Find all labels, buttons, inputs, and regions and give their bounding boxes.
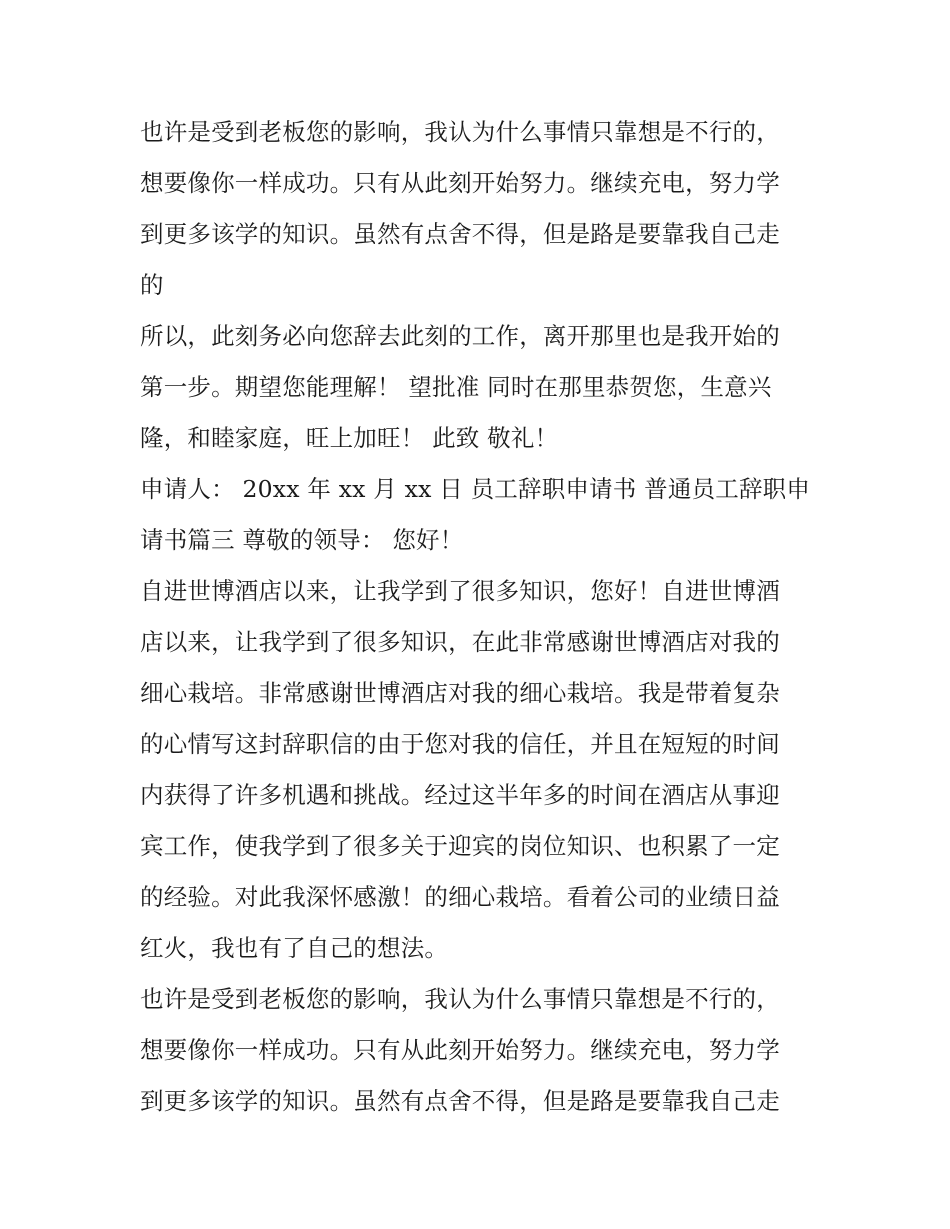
text-line: 内获得了许多机遇和挑战。经过这半年多的时间在酒店从事迎	[140, 781, 780, 809]
text-line: 申请人： 20xx 年 xx 月 xx 日 员工辞职申请书 普通员工辞职申	[140, 475, 811, 503]
text-line: 自进世博酒店以来，让我学到了很多知识，您好！自进世博酒	[140, 577, 780, 605]
text-line: 想要像你一样成功。只有从此刻开始努力。继续充电，努力学	[140, 169, 780, 197]
text-line: 请书篇三 尊敬的领导： 您好！	[140, 526, 464, 554]
text-line: 细心栽培。非常感谢世博酒店对我的细心栽培。我是带着复杂	[140, 679, 780, 707]
text-line: 也许是受到老板您的影响，我认为什么事情只靠想是不行的，	[140, 118, 780, 146]
text-line: 也许是受到老板您的影响，我认为什么事情只靠想是不行的，	[140, 985, 780, 1013]
text-line: 所以，此刻务必向您辞去此刻的工作，离开那里也是我开始的	[140, 322, 780, 350]
text-line: 到更多该学的知识。虽然有点舍不得，但是路是要靠我自己走	[140, 220, 780, 248]
text-line: 的	[140, 271, 164, 299]
text-line: 宾工作，使我学到了很多关于迎宾的岗位知识、也积累了一定	[140, 832, 780, 860]
document-body	[140, 107, 820, 1127]
text-line: 的经验。对此我深怀感激！的细心栽培。看着公司的业绩日益	[140, 883, 780, 911]
text-line: 第一步。期望您能理解！ 望批准 同时在那里恭贺您，生意兴	[140, 373, 772, 401]
text-line: 的心情写这封辞职信的由于您对我的信任，并且在短短的时间	[140, 730, 780, 758]
text-line: 到更多该学的知识。虽然有点舍不得，但是路是要靠我自己走	[140, 1087, 780, 1115]
text-line: 红火，我也有了自己的想法。	[140, 934, 449, 962]
text-line: 想要像你一样成功。只有从此刻开始努力。继续充电，努力学	[140, 1036, 780, 1064]
text-line: 隆，和睦家庭，旺上加旺！ 此致 敬礼！	[140, 424, 559, 452]
text-line: 店以来，让我学到了很多知识，在此非常感谢世博酒店对我的	[140, 628, 780, 656]
